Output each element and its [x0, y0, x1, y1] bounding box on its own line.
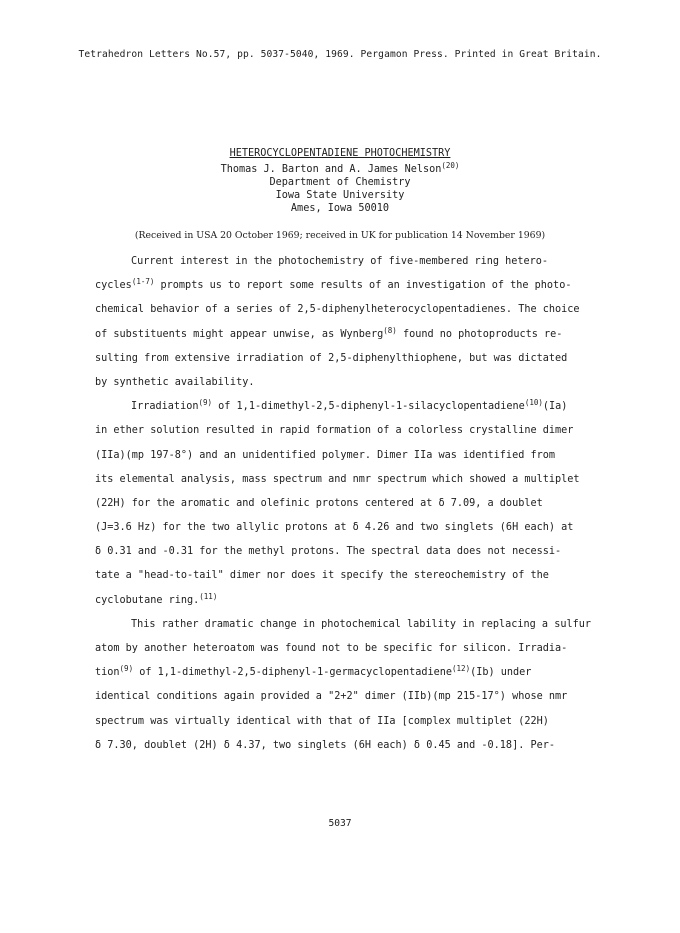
author-line — [0, 163, 680, 176]
body-line — [95, 710, 595, 734]
text-run: (IIa)(mp 197-8°) and an unidentified polymer. Dimer IIa was identified from — [95, 449, 556, 461]
text-run: (Ia) — [542, 401, 568, 413]
body-line — [95, 298, 595, 322]
reference-marker: (9) — [198, 398, 213, 408]
body-line — [95, 395, 595, 419]
body-line — [95, 564, 595, 588]
reference-marker: (11) — [199, 591, 218, 601]
received-dates: (Received in USA 20 October 1969; received in UK for publication 14 November 1969) — [134, 230, 546, 241]
body-line — [95, 540, 595, 564]
body-line — [95, 468, 595, 492]
body-line — [95, 613, 595, 637]
text-run: (Ib) under — [470, 667, 532, 679]
text-run: chemical behavior of a series of 2,5-diphenylheterocyclopentadienes. The choice — [95, 304, 580, 316]
text-run: Irradiation — [131, 401, 199, 413]
department: Department of Chemistry — [269, 177, 411, 188]
text-run: of substituents might appear unwise, as Wynberg — [95, 328, 384, 340]
body-line — [95, 637, 595, 661]
body-line — [95, 661, 595, 685]
body-line — [95, 685, 595, 709]
body-text — [95, 250, 595, 758]
text-run: of 1,1-dimethyl-2,5-diphenyl-1-silacyclopentadiene — [212, 401, 525, 413]
university: Iowa State University — [275, 190, 405, 201]
text-run: δ 7.30, doublet (2H) δ 4.37, two singlets (6H each) δ 0.45 and -0.18]. Per- — [95, 739, 556, 751]
body-line — [95, 444, 595, 468]
body-line — [95, 734, 595, 758]
reference-marker: (9) — [119, 664, 134, 674]
text-run: cyclobutane ring. — [95, 594, 200, 606]
body-line — [95, 371, 595, 395]
text-run: spectrum was virtually identical with that of IIa [complex multiplet (22H) — [95, 715, 549, 727]
text-run: Current interest in the photochemistry of five-membered ring hetero- — [131, 256, 549, 267]
text-run: tate a "head-to-tail" dimer nor does it specify the stereochemistry of the — [95, 570, 549, 582]
text-run: cycles — [95, 280, 132, 292]
page-number: 5037 — [328, 818, 352, 829]
body-line — [95, 323, 595, 347]
body-line — [95, 419, 595, 443]
reference-marker: (8) — [383, 325, 397, 335]
text-run: (22H) for the aromatic and olefinic protons centered at δ 7.09, a doublet — [95, 497, 543, 509]
article-title: HETEROCYCLOPENTADIENE PHOTOCHEMISTRY — [229, 148, 451, 159]
text-run: by synthetic availability. — [95, 376, 255, 388]
journal-header: Tetrahedron Letters No.57, pp. 5037-5040, 1969. Pergamon Press. Printed in Great Britain. — [78, 49, 602, 60]
text-run: (J=3.6 Hz) for the two allylic protons at δ 4.26 and two singlets (6H each) at — [95, 522, 574, 534]
title-block — [0, 147, 680, 215]
body-line — [95, 516, 595, 540]
body-line — [95, 492, 595, 516]
reference-marker: (1-7) — [131, 277, 155, 287]
body-line — [95, 274, 595, 298]
text-run: found no photoproducts re- — [396, 328, 563, 340]
body-line — [95, 250, 595, 274]
location: Ames, Iowa 50010 — [290, 203, 390, 214]
text-run: its elemental analysis, mass spectrum and nmr spectrum which showed a multiplet — [95, 473, 580, 485]
body-line — [95, 347, 595, 371]
text-run: tion — [95, 667, 120, 679]
text-run: atom by another heteroatom was found not to be specific for silicon. Irradia- — [95, 643, 568, 654]
text-run: of 1,1-dimethyl-2,5-diphenyl-1-germacyclopentadiene — [133, 667, 453, 679]
text-run: This rather dramatic change in photochemical lability in replacing a sulfur — [131, 618, 592, 630]
authors: Thomas J. Barton and A. James Nelson — [220, 164, 442, 175]
text-run: sulting from extensive irradiation of 2,5-diphenylthiophene, but was dictated — [95, 352, 568, 364]
text-run: identical conditions again provided a "2+2" dimer (IIb)(mp 215-17°) whose nmr — [95, 691, 568, 703]
body-line — [95, 589, 595, 613]
author-footnote-marker: (20) — [441, 161, 460, 170]
reference-marker: (12) — [452, 664, 471, 674]
text-run: δ 0.31 and -0.31 for the methyl protons. The spectral data does not necessi- — [95, 546, 562, 558]
reference-marker: (10) — [524, 398, 543, 408]
text-run: in ether solution resulted in rapid formation of a colorless crystalline dimer — [95, 425, 574, 437]
text-run: prompts us to report some results of an investigation of the photo- — [154, 280, 572, 292]
